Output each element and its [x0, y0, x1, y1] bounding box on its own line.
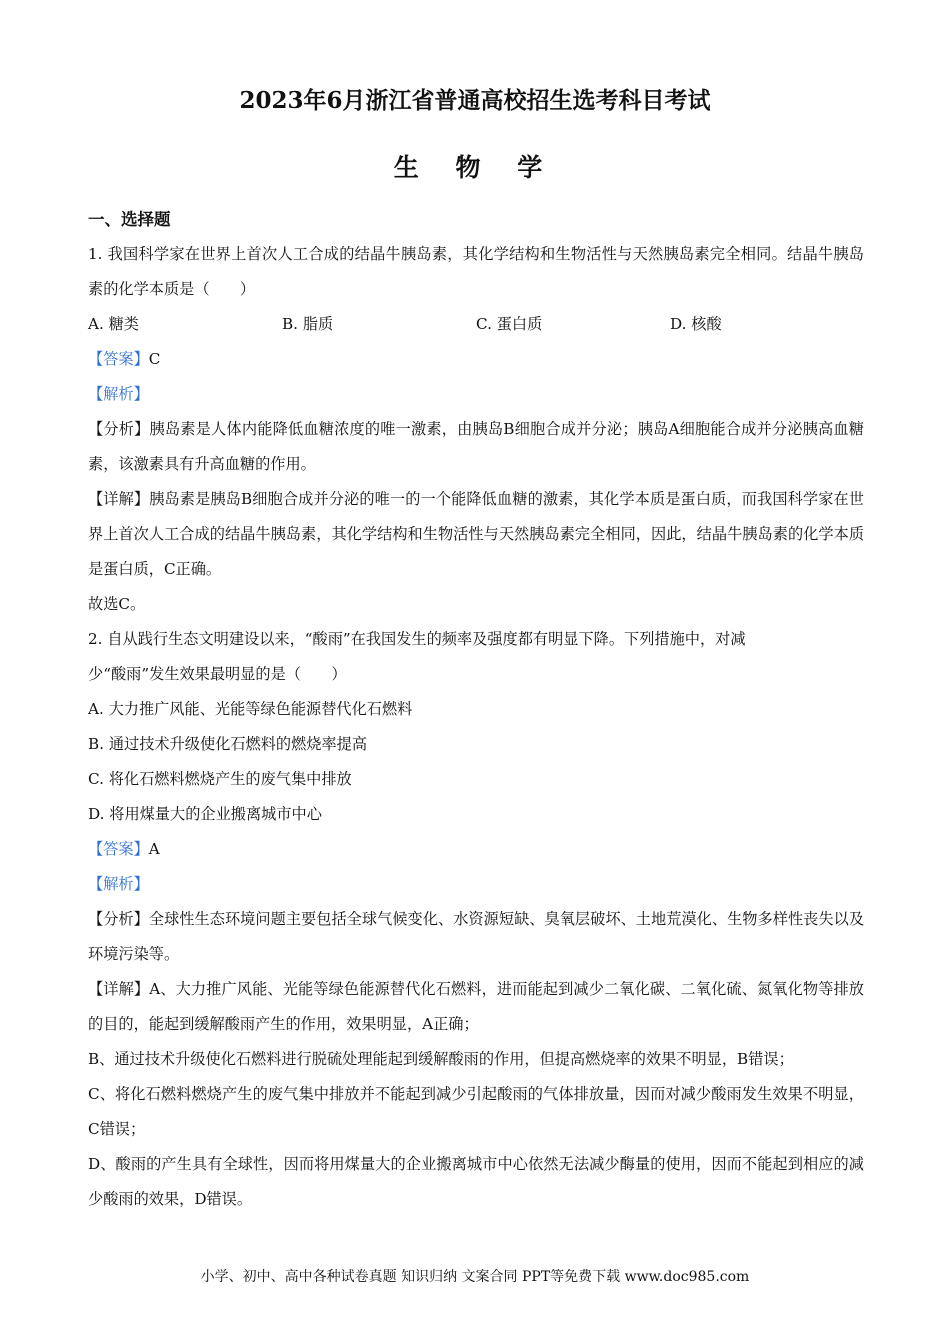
q2-explain-d: D、酸雨的产生具有全球性，因而将用煤量大的企业搬离城市中心依然无法减少酶量的使用，因而不能起到相应的减少酸雨的效果，D错误。 — [88, 1155, 864, 1208]
q2-option-d: D. 将用煤量大的企业搬离城市中心 — [88, 805, 322, 823]
q1-option-b: B. 脂质 — [282, 315, 334, 333]
q1-options — [88, 307, 864, 342]
subject-title: 生 物 学 — [393, 153, 557, 182]
q1-option-c: C. 蛋白质 — [476, 315, 543, 333]
q2-stem-line1: 2. 自从践行生态文明建设以来，“酸雨”在我国发生的频率及强度都有明显下降。下列措施中，对减 — [88, 630, 746, 648]
q1-fenxi — [88, 412, 864, 482]
q2-stem-line2: 少“酸雨”发生效果最明显的是（ ） — [88, 665, 347, 683]
exam-content — [88, 202, 864, 1217]
xiangjie-tag: 【详解】 — [88, 980, 150, 998]
q2-fenxi-text: 全球性生态环境问题主要包括全球气候变化、水资源短缺、臭氧层破坏、土地荒漠化、生物多样性丧失以及环境污染等。 — [88, 910, 865, 963]
fenxi-tag: 【分析】 — [88, 420, 150, 438]
section-title: 一、选择题 — [88, 210, 171, 229]
q2-xiangjie — [88, 972, 864, 1042]
q2-xiangjie-text: A、大力推广风能、光能等绿色能源替代化石燃料，进而能起到减少二氧化碳、二氧化硫、氮氧化物等排放的目的，能起到缓解酸雨产生的作用，效果明显，A正确； — [88, 980, 864, 1033]
q2-fenxi — [88, 902, 864, 972]
q1-xiangjie — [88, 482, 864, 587]
exam-title: 2023年6月浙江省普通高校招生选考科目考试 — [239, 87, 711, 114]
q2-answer-value: A — [148, 840, 160, 858]
q2-option-a: A. 大力推广风能、光能等绿色能源替代化石燃料 — [88, 700, 413, 718]
xiangjie-tag: 【详解】 — [88, 490, 150, 508]
fenxi-tag: 【分析】 — [88, 910, 149, 928]
q2-explain-c: C、将化石燃料燃烧产生的废气集中排放并不能起到减少引起酸雨的气体排放量，因而对减少酸雨发生效果不明显，C错误； — [88, 1085, 864, 1138]
q2-option-c: C. 将化石燃料燃烧产生的废气集中排放 — [88, 770, 352, 788]
q2-analysis-heading — [88, 867, 864, 902]
q1-option-a: A. 糖类 — [88, 315, 139, 333]
q1-stem: 1. 我国科学家在世界上首次人工合成的结晶牛胰岛素，其化学结构和生物活性与天然胰岛素完全相同。结晶牛胰岛素的化学本质是（ ） — [88, 245, 864, 298]
q1-answer — [88, 342, 864, 377]
q2-answer — [88, 832, 864, 867]
analysis-tag: 【解析】 — [88, 385, 149, 403]
q2-option-b: B. 通过技术升级使化石燃料的燃烧率提高 — [88, 735, 368, 753]
page-footer: 小学、初中、高中各种试卷真题 知识归纳 文案合同 PPT等免费下载 www.doc985.com — [200, 1269, 750, 1285]
q2-explain-b: B、通过技术升级使化石燃料进行脱硫处理能起到缓解酸雨的作用，但提高燃烧率的效果不明显，B错误； — [88, 1050, 794, 1068]
q1-option-d: D. 核酸 — [670, 315, 722, 333]
q1-answer-value: C — [148, 350, 161, 368]
q1-fenxi-text: 胰岛素是人体内能降低血糖浓度的唯一激素，由胰岛B细胞合成并分泌；胰岛A细胞能合成并分泌胰高血糖素，该激素具有升高血糖的作用。 — [88, 420, 864, 473]
analysis-tag: 【解析】 — [88, 875, 149, 893]
answer-tag: 【答案】 — [88, 350, 149, 368]
q1-analysis-heading — [88, 377, 864, 412]
q1-xiangjie-text: 胰岛素是胰岛B细胞合成并分泌的唯一的一个能降低血糖的激素，其化学本质是蛋白质，而我国科学家在世界上首次人工合成的结晶牛胰岛素，其化学结构和生物活性与天然胰岛素完全相同，因此，结晶牛胰岛素的化学本质是蛋白质，C正确。 — [88, 490, 864, 578]
q1-conclusion: 故选C。 — [88, 595, 146, 613]
answer-tag: 【答案】 — [88, 840, 149, 858]
